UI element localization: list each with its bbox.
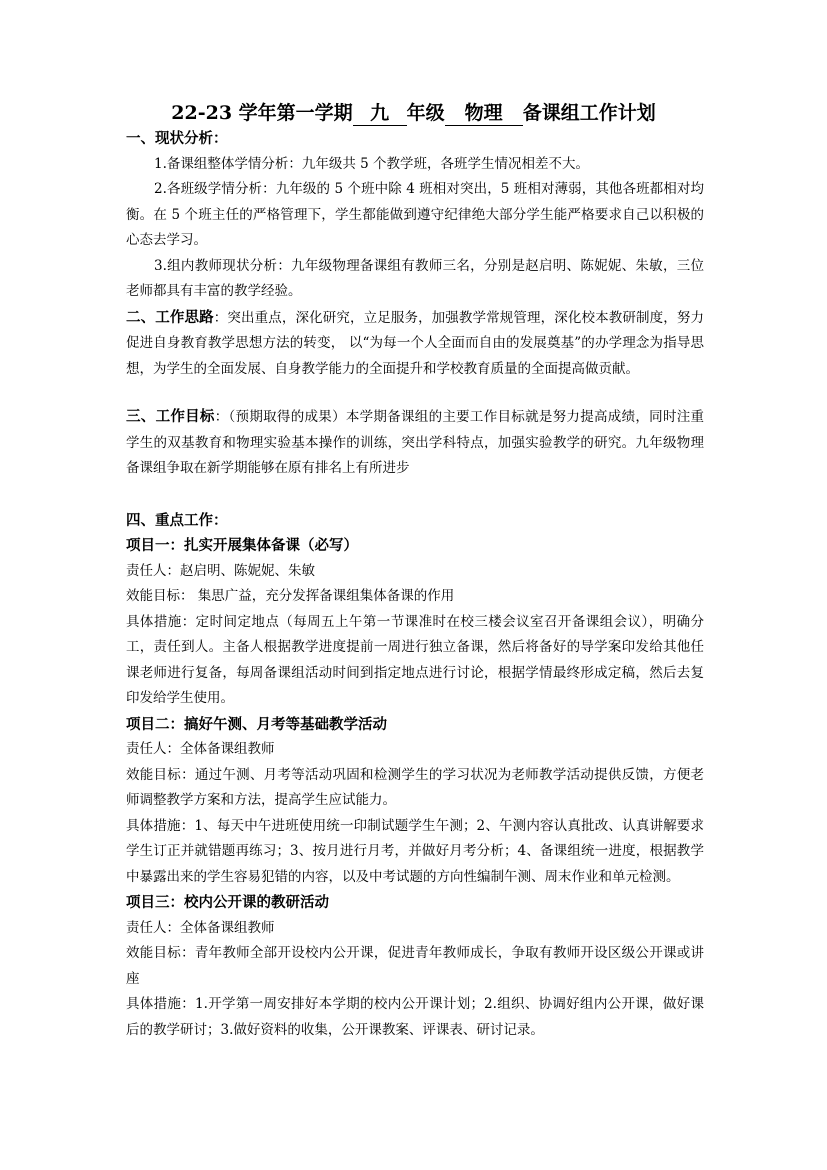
project-1-title: 项目一：扎实开展集体备课（必写） — [126, 537, 358, 554]
section-2-text: ：突出重点，深化研究，立足服务，加强教学常规管理，深化校本教研制度，努力促进自身教育教学思想方法的转变， 以“为每一个人全面而自由的发展奠基”的办学理念为指导思想，为学生的全面发展、自身教学能力的全面提升和学校教育质量的全面提高做贡献。 — [126, 309, 705, 377]
title-suffix: 备课组工作计划 — [522, 102, 656, 124]
section-3 — [126, 404, 704, 482]
section-2 — [126, 305, 704, 383]
spacer — [126, 382, 704, 404]
section-1-paragraph-3: 3.组内教师现状分析：九年级物理备课组有教师三名，分别是赵启明、陈妮妮、朱敏，三位老师都具有丰富的教学经验。 — [126, 257, 704, 299]
project-3-owner: 责任人：全体备课组教师 — [126, 919, 275, 936]
section-1-paragraph-2: 2.各班级学情分析：九年级的 5 个班中除 4 班相对突出，5 班相对薄弱，其他各班都相对均衡。在 5 个班主任的严格管理下，学生都能做到遵守纪律绝大部分学生能严格要求自己以积极的心态去学习。 — [126, 181, 704, 248]
page-title — [0, 100, 827, 126]
section-1-paragraph-1: 1.备课组整体学情分析：九年级共 5 个教学班，各班学生情况相差不大。 — [154, 155, 590, 172]
project-1-measures: 具体措施：定时间定地点（每周五上午第一节课准时在校三楼会议室召开备课组会议），明确分工，责任到人。主备人根据教学进度提前一周进行独立备课，然后将备好的导学案印发给其他任课老师进行复备，每周备课组活动时间到指定地点进行讨论，根据学情最终形成定稿，然后去复印发给学生使用。 — [126, 613, 704, 706]
title-grade: 九 — [353, 102, 407, 126]
document-body — [126, 126, 704, 1043]
section-4-heading: 四、重点工作： — [126, 511, 228, 529]
project-1-goal: 效能目标： 集思广益，充分发挥备课组集体备课的作用 — [126, 588, 455, 604]
project-3-goal: 效能目标：青年教师全部开设校内公开课，促进青年教师成长，争取有教师开设区级公开课或讲座 — [126, 945, 704, 987]
section-3-text: ：（预期取得的成果）本学期备课组的主要工作目标就是努力提高成绩，同时注重学生的双基教育和物理实验基本操作的训练，突出学科特点，加强实验教学的研究。九年级物理备课组争取在新学期能够在原有排名上有所进步 — [126, 409, 705, 476]
title-subject: 物理 — [445, 102, 523, 126]
project-2-owner: 责任人：全体备课组教师 — [126, 741, 275, 757]
project-3-measures: 具体措施：1.开学第一周安排好本学期的校内公开课计划；2.组织、协调好组内公开课，做好课后的教学研讨；3.做好资料的收集，公开课教案、评课表、研讨记录。 — [126, 996, 704, 1038]
project-2-measures: 具体措施：1、每天中午进班使用统一印制试题学生午测；2、午测内容认真批改、认真讲解要求学生订正并就错题再练习；3、按月进行月考，并做好月考分析；4、备课组统一进度，根据教学中暴露出来的学生容易犯错的内容，以及中考试题的方向性编制午测、周末作业和单元检测。 — [126, 817, 704, 885]
project-2-title: 项目二：搞好午测、月考等基础教学活动 — [126, 715, 387, 733]
project-3-title: 项目三：校内公开课的教研活动 — [126, 894, 329, 911]
section-1-heading: 一、现状分析： — [126, 130, 228, 147]
section-3-heading: 三、工作目标 — [126, 408, 215, 425]
title-prefix: 22-23 学年第一学期 — [171, 102, 353, 124]
section-2-heading: 二、工作思路 — [126, 308, 214, 326]
spacer — [126, 482, 704, 508]
project-1-owner: 责任人：赵启明、陈妮妮、朱敏 — [126, 562, 315, 579]
title-grade-suffix: 年级 — [406, 102, 445, 124]
project-2-goal: 效能目标：通过午测、月考等活动巩固和检测学生的学习状况为老师教学活动提供反馈，方便老师调整教学方案和方法，提高学生应试能力。 — [126, 766, 704, 808]
